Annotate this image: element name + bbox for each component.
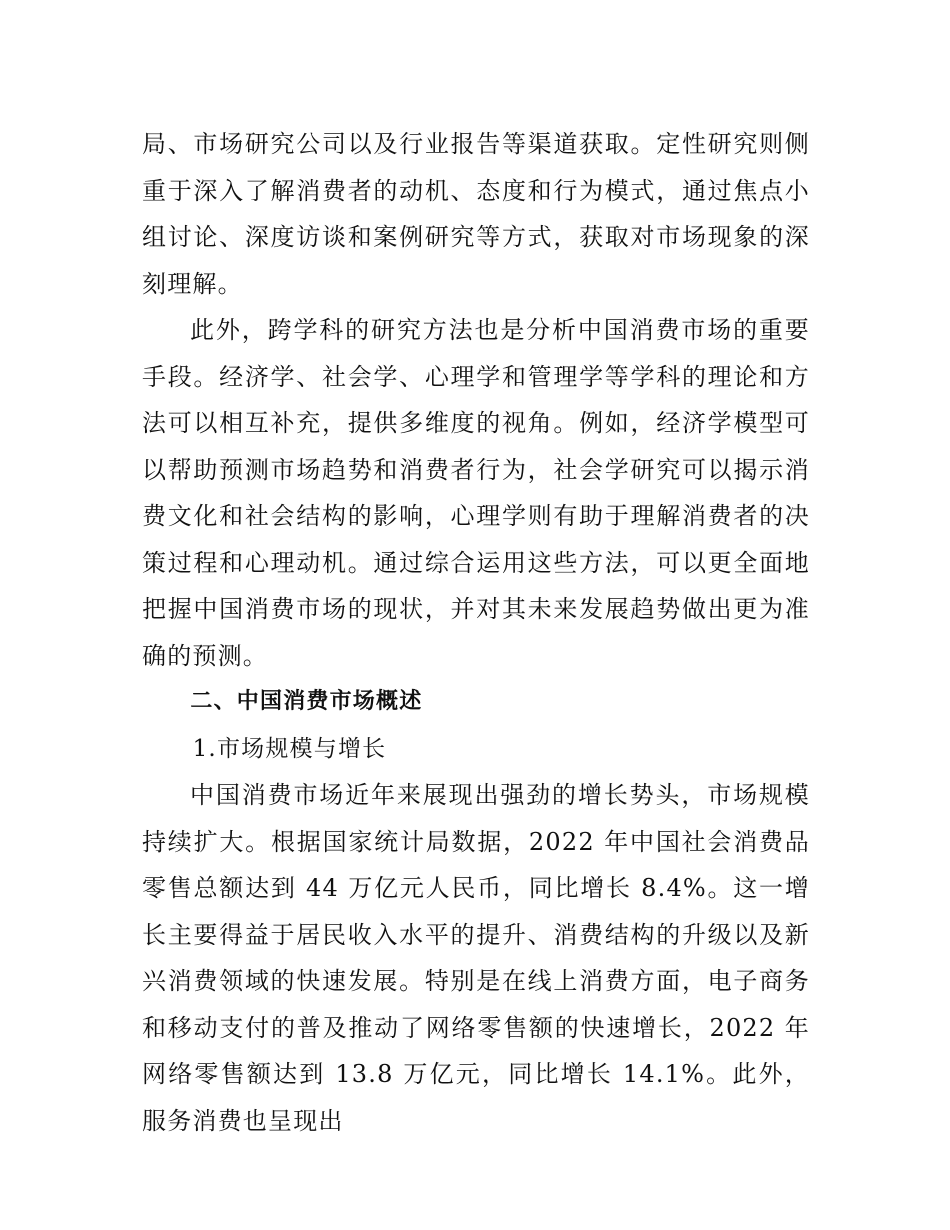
- section-heading: 二、中国消费市场概述: [190, 689, 423, 714]
- document-body: [142, 121, 810, 1144]
- paragraph-interdisciplinary: 此外，跨学科的研究方法也是分析中国消费市场的重要手段。经济学、社会学、心理学和管理学等学科的理论和方法可以相互补充，提供多维度的视角。例如，经济学模型可以帮助预测市场趋势和消费者行为，社会学研究可以揭示消费文化和社会结构的影响，心理学则有助于理解消费者的决策过程和心理动机。通过综合运用这些方法，可以更全面地把握中国消费市场的现状，并对其未来发展趋势做出更为准确的预测。: [142, 316, 810, 670]
- paragraph-research-methods: 局、市场研究公司以及行业报告等渠道获取。定性研究则侧重于深入了解消费者的动机、态度和行为模式，通过焦点小组讨论、深度访谈和案例研究等方式，获取对市场现象的深刻理解。: [142, 130, 810, 298]
- paragraph-market-scale: 中国消费市场近年来展现出强劲的增长势头，市场规模持续扩大。根据国家统计局数据，2022 年中国社会消费品零售总额达到 44 万亿元人民币，同比增长 8.4%。这一增长主要得益于居民收入水平的提升、消费结构的升级以及新兴消费领域的快速发展。特别是在线上消费方面，电子商务和移动支付的普及推动了网络零售额的快速增长，2022 年网络零售额达到 13.8 万亿元，同比增长 14.1%。此外，服务消费也呈现出: [142, 781, 810, 1135]
- subsection-heading: 1.市场规模与增长: [192, 735, 387, 762]
